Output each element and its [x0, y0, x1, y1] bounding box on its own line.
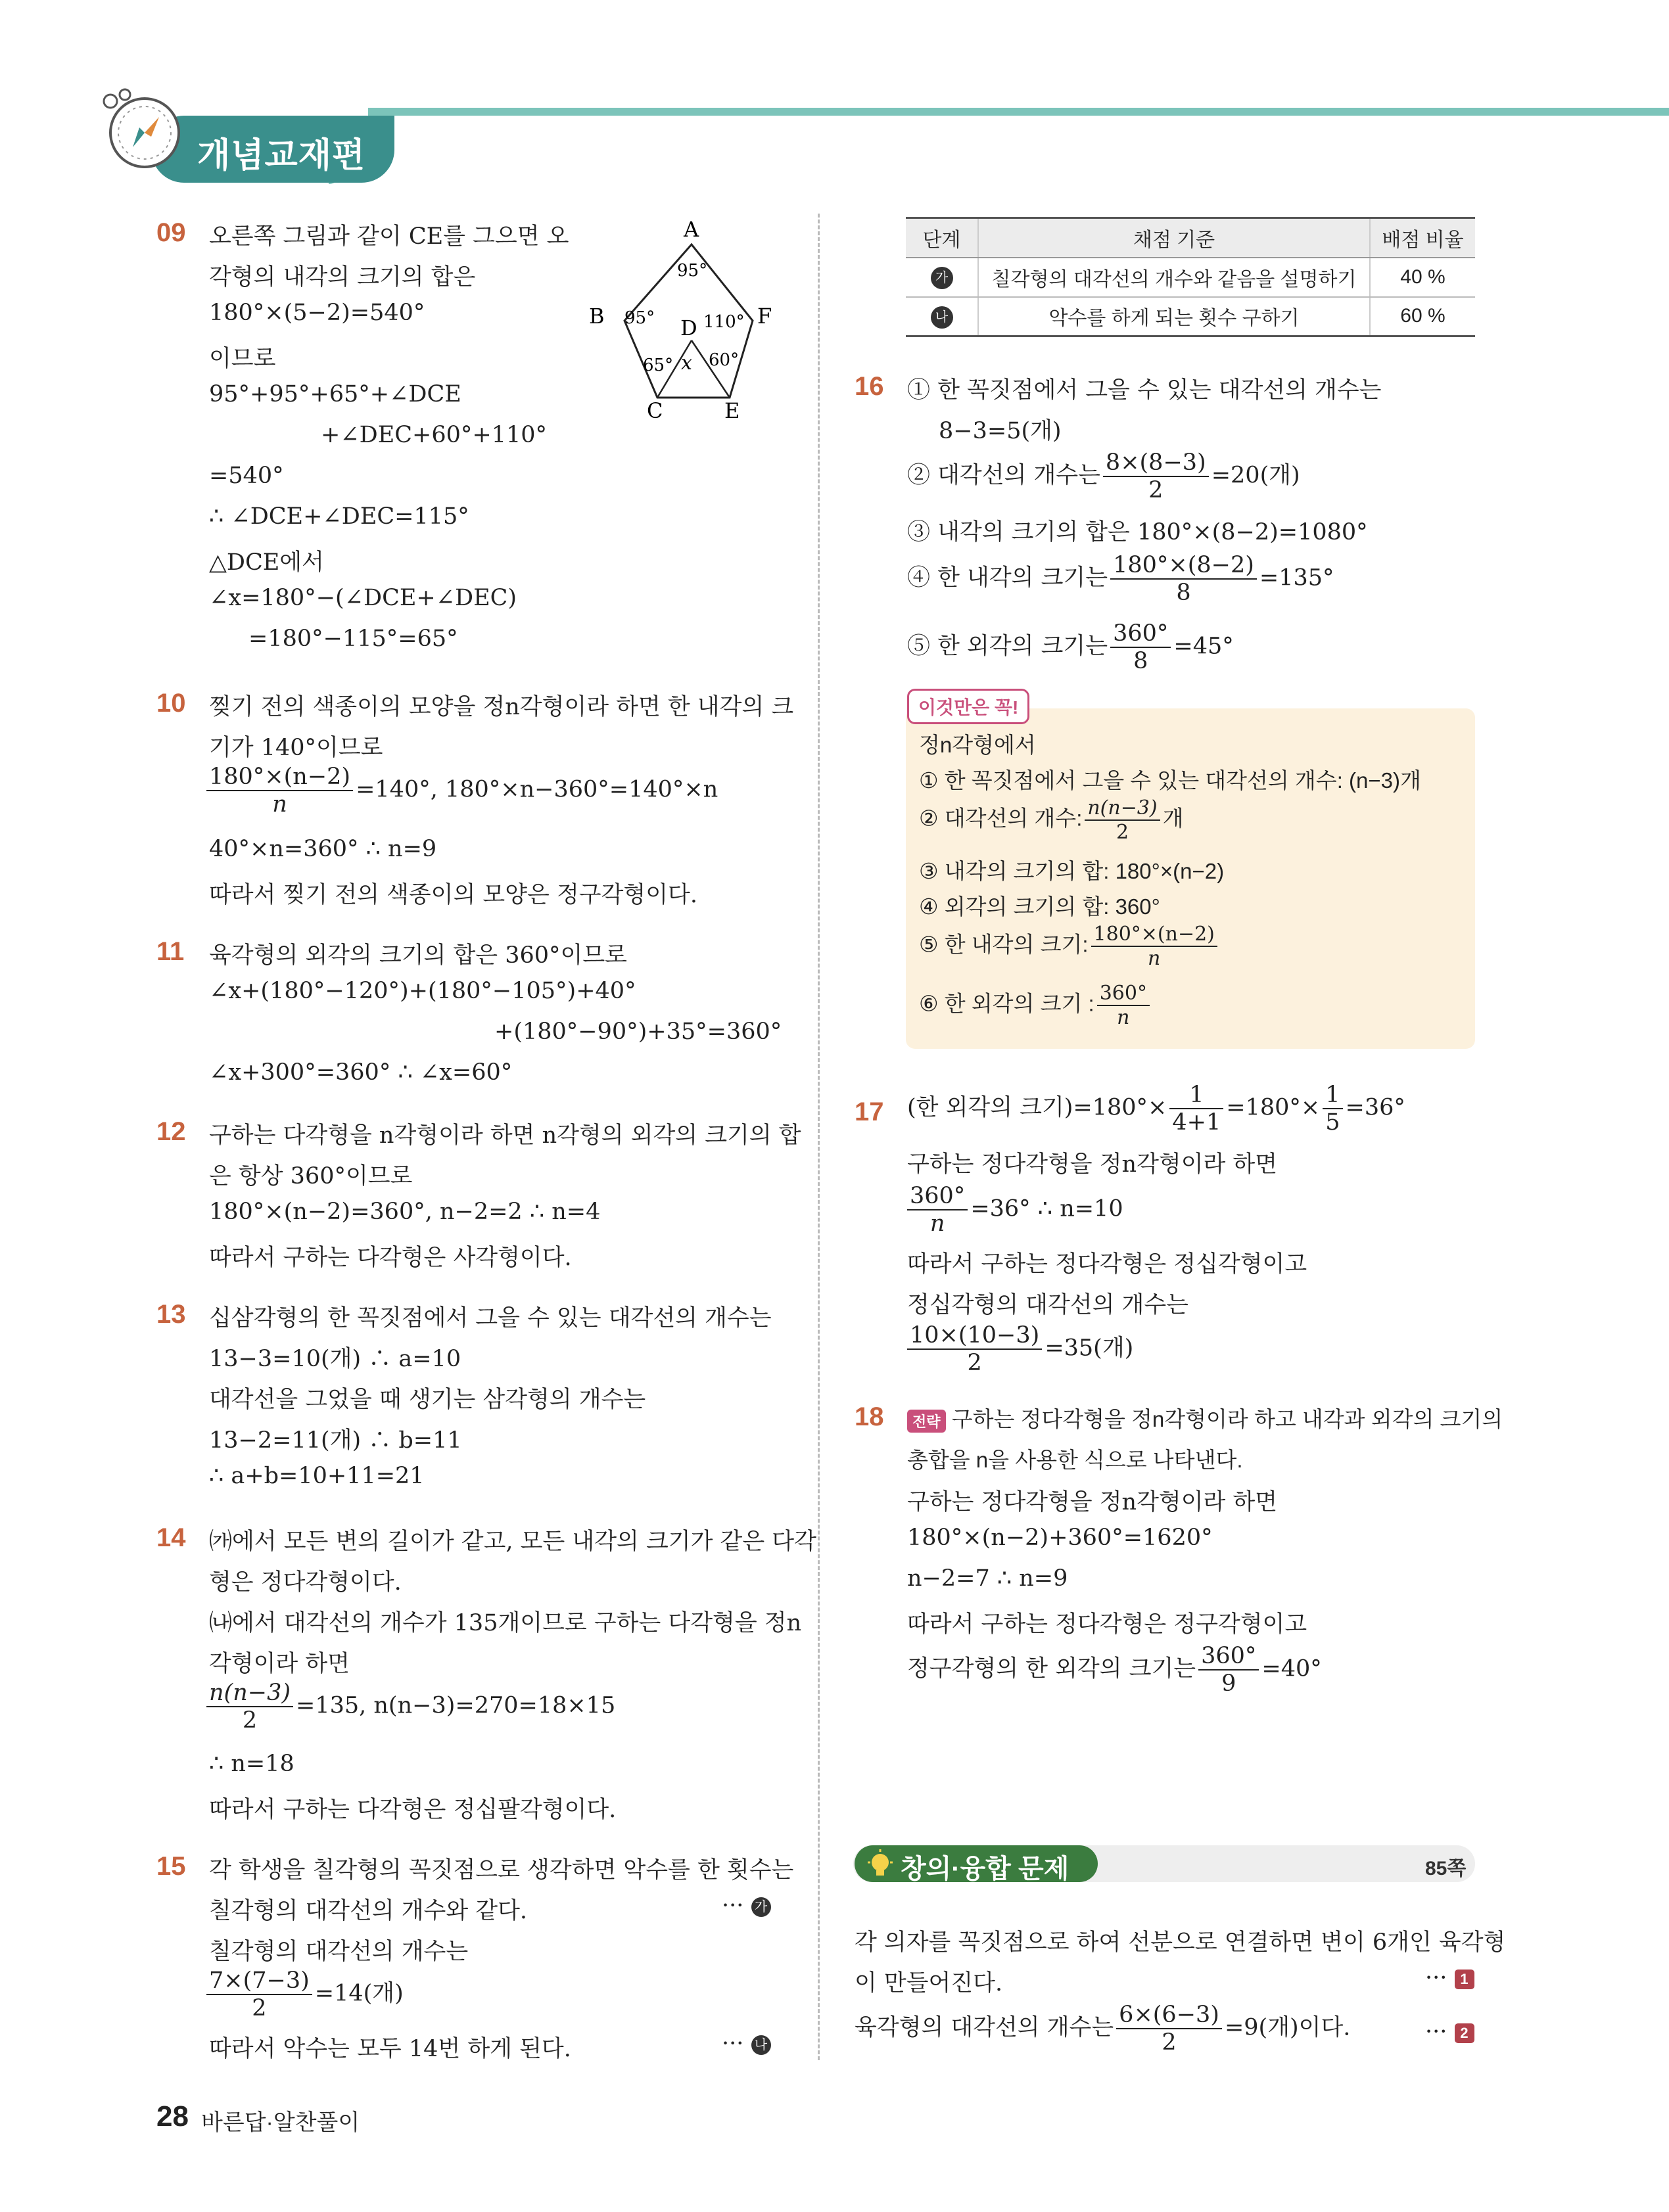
page-number: 28	[156, 2100, 189, 2132]
problem-number-11: 11	[156, 937, 185, 966]
p11-line-2: ∠x+(180°−120°)+(180°−105°)+40°	[209, 978, 636, 1004]
problem-number-17: 17	[855, 1097, 884, 1126]
p18-line-4: 180°×(n−2)+360°=1620°	[907, 1525, 1213, 1551]
table-header-step: 단계	[906, 218, 978, 258]
problem-number-13: 13	[156, 1300, 186, 1329]
p15-line-4: $\frac{7\times(7-3)}{2}$ =14(개)	[204, 1968, 404, 2021]
p15-line-1: 각 학생을 칠각형의 꼭짓점으로 생각하면 악수를 한 횟수는	[209, 1857, 794, 1883]
p09-line-3: 180°×(5−2)=540°	[209, 300, 425, 326]
table-cell-ratio: 60 %	[1370, 297, 1475, 336]
step-badge: 가	[931, 267, 953, 289]
p09-line-2: 각형의 내각의 크기의 합은	[209, 264, 476, 290]
problem-number-16: 16	[855, 372, 884, 401]
p15-line-3: 칠각형의 대각선의 개수는	[209, 1939, 469, 1965]
header-rule	[368, 108, 1669, 116]
p14-line-5: $\frac{n(n-3)}{2}$ =135, n(n−3)=270=18×15	[204, 1680, 615, 1734]
angle-c-label: 65°	[643, 356, 674, 375]
creative-line-3: 육각형의 대각선의 개수는 $\frac{6\times(6-3)}{2}$ =9(개)이다.	[855, 2002, 1351, 2056]
p14-line-4: 각형이라 하면	[209, 1651, 350, 1677]
p10-line-4: 40°×n=360° ∴ n=9	[209, 836, 437, 862]
vertex-a-label: A	[684, 217, 699, 242]
p17-line-2: 구하는 정다각형을 정n각형이라 하면	[907, 1151, 1278, 1178]
creative-page-ref: 85쪽	[1425, 1858, 1467, 1879]
p09-line-5: 95°+95°+65°+∠DCE	[209, 381, 461, 407]
column-divider	[818, 214, 820, 2060]
section-title: 개념교재편	[197, 137, 366, 175]
p15-line-2: 칠각형의 대각선의 개수와 같다.	[209, 1898, 528, 1924]
p09-line-10: ∠x=180°−(∠DCE+∠DEC)	[209, 585, 517, 611]
p14-line-2: 형은 정다각형이다.	[209, 1569, 402, 1596]
p09-line-9: △DCE에서	[209, 549, 324, 576]
p11-line-3: +(180°−90°)+35°=360°	[494, 1019, 782, 1045]
table-cell-ratio: 40 %	[1370, 258, 1475, 297]
problem-number-10: 10	[156, 689, 186, 718]
p10-line-2: 기가 140°이므로	[209, 735, 383, 761]
table-row	[906, 258, 1475, 297]
tip-line-0: 정n각형에서	[919, 733, 1036, 757]
pentagon-figure	[578, 217, 795, 427]
tip-line-1: ① 한 꼭짓점에서 그을 수 있는 대각선의 개수: (n−3)개	[919, 768, 1421, 793]
creative-marker-2: ··· 2	[1425, 2019, 1474, 2045]
p15-marker-ga: ··· 가	[722, 1893, 771, 1919]
angle-d-label: 110°	[703, 312, 745, 332]
p13-line-1: 십삼각형의 한 꼭짓점에서 그을 수 있는 대각선의 개수는	[209, 1305, 772, 1331]
vertex-d-label: D	[680, 315, 697, 340]
scoring-table	[906, 217, 1475, 337]
tip-line-3: ③ 내각의 크기의 합: 180°×(n−2)	[919, 859, 1225, 883]
p12-line-4: 따라서 구하는 다각형은 사각형이다.	[209, 1245, 572, 1271]
p18-line-6: 따라서 구하는 정다각형은 정구각형이고	[907, 1611, 1307, 1638]
p13-line-3: 대각선을 그었을 때 생기는 삼각형의 개수는	[209, 1387, 646, 1413]
p14-line-7: 따라서 구하는 다각형은 정십팔각형이다.	[209, 1797, 617, 1823]
table-header-criterion: 채점 기준	[978, 218, 1370, 258]
p09-line-4: 이므로	[209, 346, 276, 372]
tip-badge: 이것만은 꼭!	[907, 689, 1029, 724]
tip-line-2: ② 대각선의 개수: $\frac{n(n-3)}{2}$ 개	[919, 796, 1184, 844]
tip-line-6: ⑥ 한 외각의 크기 : $\frac{360^\circ}{n}$	[919, 982, 1152, 1029]
p09-line-8: ∴ ∠DCE+∠DEC=115°	[209, 503, 469, 530]
p17-line-4: 따라서 구하는 정다각형은 정십각형이고	[907, 1251, 1307, 1278]
clock-icon	[99, 87, 184, 172]
table-row	[906, 297, 1475, 336]
p18-line-7: 정구각형의 한 외각의 크기는 $\frac{360^\circ}{9}$ =40°	[907, 1643, 1322, 1697]
p17-line-6: $\frac{10\times(10-3)}{2}$ =35(개)	[905, 1322, 1133, 1376]
p12-line-3: 180°×(n−2)=360°, n−2=2 ∴ n=4	[209, 1199, 601, 1225]
creative-marker-1: ··· 1	[1425, 1965, 1474, 1991]
p14-line-6: ∴ n=18	[209, 1751, 294, 1777]
p17-line-3: $\frac{360^\circ}{n}$ =36° ∴ n=10	[905, 1183, 1123, 1237]
p17-line-5: 정십각형의 대각선의 개수는	[907, 1292, 1188, 1318]
p16-line-4: ③ 내각의 크기의 합은 180°×(8−2)=1080°	[907, 519, 1368, 545]
p16-line-3: ② 대각선의 개수는 $\frac{8\times(8-3)}{2}$ =20(개)	[907, 449, 1300, 503]
step-badge: 나	[931, 306, 953, 329]
p18-line-3: 구하는 정다각형을 정n각형이라 하면	[907, 1489, 1278, 1515]
strategy-badge: 전략	[907, 1410, 946, 1433]
p10-line-5: 따라서 찢기 전의 색종이의 모양은 정구각형이다.	[209, 882, 697, 908]
creative-title: 창의·융합 문제	[901, 1855, 1070, 1883]
lightbulb-icon	[865, 1849, 895, 1879]
vertex-f-label: F	[757, 304, 772, 329]
creative-line-2: 이 만들어진다.	[855, 1970, 1003, 1996]
problem-number-12: 12	[156, 1117, 186, 1146]
p09-line-7: =540°	[209, 463, 284, 489]
p12-line-2: 은 항상 360°이므로	[209, 1163, 413, 1189]
table-cell-criterion: 칠각형의 대각선의 개수와 같음을 설명하기	[978, 258, 1370, 297]
p11-line-1: 육각형의 외각의 크기의 합은 360°이므로	[209, 942, 627, 969]
p11-line-4: ∠x+300°=360° ∴ ∠x=60°	[209, 1059, 513, 1086]
problem-number-09: 09	[156, 218, 186, 247]
footer-label: 바른답·알찬풀이	[201, 2110, 360, 2135]
p18-line-5: n−2=7 ∴ n=9	[907, 1565, 1068, 1592]
p12-line-1: 구하는 다각형을 n각형이라 하면 n각형의 외각의 크기의 합	[209, 1122, 801, 1149]
angle-x-label: x	[681, 352, 692, 375]
p13-line-2: 13−3=10(개) ∴ a=10	[209, 1346, 461, 1372]
creative-line-1: 각 의자를 꼭짓점으로 하여 선분으로 연결하면 변이 6개인 육각형	[855, 1929, 1506, 1956]
problem-number-18: 18	[855, 1402, 884, 1431]
p14-fraction: $\frac{n(n-3)}{2}$	[206, 1680, 293, 1734]
vertex-b-label: B	[589, 304, 605, 329]
tip-line-5: ⑤ 한 내각의 크기: $\frac{180^\circ\times(n-2)}{n}$	[919, 923, 1220, 970]
p18-line-2: 총합을 n을 사용한 식으로 나타낸다.	[907, 1448, 1243, 1472]
angle-a-label: 95°	[677, 261, 708, 281]
problem-number-15: 15	[156, 1852, 186, 1881]
p13-line-5: ∴ a+b=10+11=21	[209, 1463, 425, 1489]
p13-line-4: 13−2=11(개) ∴ b=11	[209, 1427, 462, 1454]
vertex-c-label: C	[647, 398, 663, 423]
p16-line-6: ⑤ 한 외각의 크기는 $\frac{360^\circ}{8}$ =45°	[907, 620, 1234, 674]
p15-marker-na: ··· 나	[722, 2031, 771, 2057]
p09-line-6: +∠DEC+60°+110°	[321, 422, 548, 448]
table-header-ratio: 배점 비율	[1370, 218, 1475, 258]
p16-line-2: 8−3=5(개)	[939, 418, 1062, 444]
p14-line-1: ㈎에서 모든 변의 길이가 같고, 모든 내각의 크기가 같은 다각	[209, 1529, 816, 1555]
p10-fraction: $\frac{180^\circ\times(n-2)}{n}$	[206, 764, 353, 818]
problem-number-14: 14	[156, 1523, 186, 1552]
angle-e-label: 60°	[709, 350, 740, 370]
p15-line-5: 따라서 악수는 모두 14번 하게 된다.	[209, 2036, 571, 2062]
p17-line-1: (한 외각의 크기)=180°× $\frac{1}{4+1}$ =180°× $\frac{1}{5}$ =36°	[907, 1082, 1405, 1136]
p16-line-5: ④ 한 내각의 크기는 $\frac{180^\circ\times(8-2)}{8}$ =135°	[907, 552, 1334, 606]
table-cell-criterion: 악수를 하게 되는 횟수 구하기	[978, 297, 1370, 336]
vertex-e-label: E	[724, 398, 740, 423]
p16-line-1: ① 한 꼭짓점에서 그을 수 있는 대각선의 개수는	[907, 377, 1382, 403]
p14-line-3: ㈏에서 대각선의 개수가 135개이므로 구하는 다각형을 정n	[209, 1610, 802, 1636]
p15-fraction: $\frac{7\times(7-3)}{2}$	[206, 1968, 312, 2021]
p10-line-1: 찢기 전의 색종이의 모양을 정n각형이라 하면 한 내각의 크	[209, 694, 794, 720]
p10-line-3: $\frac{180^\circ\times(n-2)}{n}$ =140°, 180°×n−360°=140°×n	[204, 764, 718, 818]
tip-line-4: ④ 외각의 크기의 합: 360°	[919, 894, 1160, 919]
p09-line-11: =180°−115°=65°	[248, 626, 458, 652]
angle-b-label: 95°	[624, 308, 655, 328]
p18-line-1: 전략 구하는 정다각형을 정n각형이라 하고 내각과 외각의 크기의	[907, 1402, 1503, 1433]
p09-line-1: 오른쪽 그림과 같이 CE를 그으면 오	[209, 223, 569, 250]
